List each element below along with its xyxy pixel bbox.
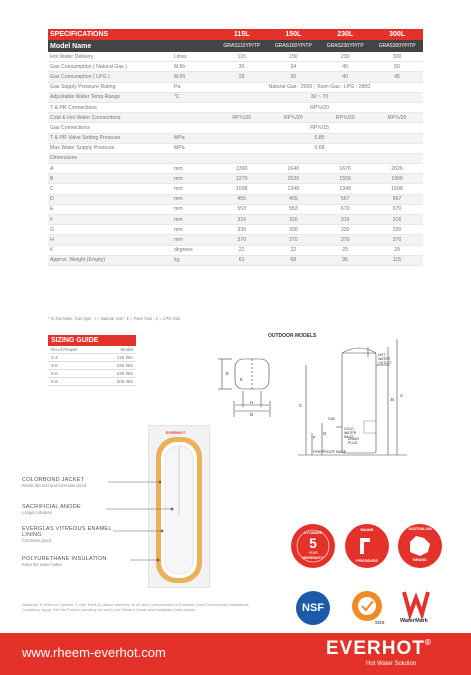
spec-cell: 150 [267, 52, 319, 62]
spec-cell: mm [172, 174, 216, 184]
spec-row [48, 92, 423, 102]
warranty-disclaimer: Warranty: 5 Years on Cylinder, 1 Year Parts & Labour warranty on all other components for Domestic (non-Commercial) installations. Conditions apply. See the Everhot warranty set out in the Owner's Guide and Installation Instructions. [22, 602, 250, 613]
brand-label: BRAND [413, 558, 427, 562]
spec-cell: 330 [319, 225, 371, 235]
gas-type-note: * In this table, Gas type : Ⅰ = Natural Gas ; Ⅱ = Town Gas ; Ⅴ = LPG Gas [48, 316, 181, 321]
spec-cell: Natural Gas : 2000 ; Town Gas : LPG : 2800 [216, 82, 423, 92]
sizing-cell: 4-5 [48, 362, 100, 370]
spec-col-230: 230L [319, 29, 371, 40]
spec-cell: H [48, 235, 172, 245]
dim-b: B [391, 397, 395, 402]
spec-cell: 30 ~ 70 [216, 92, 423, 102]
outdoor-models-diagram [192, 333, 422, 458]
spec-cell [172, 153, 216, 163]
spec-row [48, 184, 423, 194]
cyl-warranty: WARRANTY [302, 556, 324, 560]
model-115: GRAS115YP/TP [216, 40, 267, 52]
callout-colorbond [22, 477, 92, 489]
tank-logo: EVERHOT [166, 430, 186, 435]
spec-cell: 1906 [371, 174, 423, 184]
spec-cell: MJ/h [172, 72, 216, 82]
callout-anode-title: SACRIFICIAL ANODE [22, 504, 81, 510]
spec-row [48, 194, 423, 204]
dim-f: F [313, 435, 316, 440]
spec-row [48, 204, 423, 214]
spec-cell: 670 [319, 204, 371, 214]
spec-cell: Approx. Weight (Empty) [48, 255, 172, 265]
sizing-cell: 230 litre [100, 370, 136, 378]
spec-cell: F [48, 215, 172, 225]
spec-row [48, 133, 423, 143]
spec-cell: B [48, 174, 172, 184]
watermark-logo [404, 592, 428, 614]
spec-cell: Max Water Supply Pressure [48, 143, 172, 153]
dim-d: D [250, 412, 254, 417]
spec-cell: MPa [172, 143, 216, 153]
spec-row [48, 123, 423, 133]
callout-insulation-title: POLYURETHANE INSULATION [22, 556, 107, 562]
sizing-row [48, 354, 136, 362]
dim-a: A [400, 393, 404, 398]
callout-insulation-sub: Keep the water hotter [22, 562, 63, 567]
spec-cell: 553 [216, 204, 267, 214]
spec-cell: mm [172, 164, 216, 174]
spec-cell: 370 [267, 235, 319, 245]
callout-enamel [22, 526, 112, 544]
callout-enamel-sub: Corrosion proof [22, 538, 51, 543]
sizing-cell: 6-8 [48, 378, 100, 386]
sizing-cell: 300 litre [100, 378, 136, 386]
spec-cell: 455 [216, 194, 267, 204]
spec-cell: E [48, 204, 172, 214]
spec-cell: 1348 [267, 184, 319, 194]
spec-col-150: 150L [267, 29, 319, 40]
tank-cutaway [148, 425, 210, 588]
spec-cell: 1390 [216, 164, 267, 174]
brand-name: EVERHOT [326, 638, 425, 659]
spec-row [48, 82, 423, 92]
spec-cell: 316 [267, 215, 319, 225]
diagram-title: OUTDOOR MODELS [268, 333, 317, 339]
sizing-head-people: No.of People [48, 346, 100, 354]
spec-row [48, 235, 423, 245]
spec-cell: kg [172, 255, 216, 265]
spec-cell: K [48, 245, 172, 255]
spec-cell: RP¾/15 [216, 123, 423, 133]
spec-cell: 330 [371, 225, 423, 235]
spec-cell: 1520 [267, 174, 319, 184]
dim-h: H [250, 400, 254, 405]
spec-cell: 50 [371, 62, 423, 72]
label-cold-inlet: COLD WATER INLET [344, 427, 357, 439]
sizing-head-row [48, 346, 136, 354]
callout-enamel-title: EVERGLAS VITREOUS ENAMEL LINING [22, 526, 112, 538]
cyl-label: CYLINDER [303, 531, 323, 535]
spec-cell: 455 [267, 194, 319, 204]
spec-cell: 1348 [319, 184, 371, 194]
spec-cell: 0.68 [216, 143, 423, 153]
sizing-row [48, 378, 136, 386]
spec-cell: A [48, 164, 172, 174]
label-drain-plug: DRAIN PLUG [348, 437, 359, 445]
spec-cell: RP¾/20 [216, 113, 267, 123]
spec-header-row [48, 29, 423, 40]
sizing-guide [48, 335, 136, 386]
spec-cell: RP¾/20 [267, 113, 319, 123]
spec-cell: 330 [267, 225, 319, 235]
spec-row [48, 245, 423, 255]
spec-cell: 553 [267, 204, 319, 214]
spec-row [48, 143, 423, 153]
spec-row [48, 164, 423, 174]
spec-cell: 300 [371, 52, 423, 62]
spec-cell [172, 123, 216, 133]
spec-cell: Dimensions [48, 153, 172, 163]
spec-cell: T & PR Connections [48, 102, 172, 112]
spec-cell: 115 [216, 52, 267, 62]
label-hot-outlet: HOT WATER OUTLET [378, 353, 392, 365]
spec-cell: C [48, 184, 172, 194]
aus-label: AUSTRALIAN [408, 527, 432, 531]
spec-cell: 34 [267, 62, 319, 72]
spec-cell: 316 [371, 215, 423, 225]
spec-cell: RP¾/20 [319, 113, 371, 123]
spec-cell: Cold & Hot Water Connections [48, 113, 172, 123]
sizing-row [48, 362, 136, 370]
spec-cell: 40 [319, 72, 371, 82]
spec-cell: 1676 [319, 164, 371, 174]
spec-cell: mm [172, 215, 216, 225]
spec-row [48, 174, 423, 184]
spec-cell: RP¾/20 [371, 113, 423, 123]
spec-col-115: 115L [216, 29, 267, 40]
spec-cell: 370 [319, 235, 371, 245]
spec-row [48, 225, 423, 235]
sizing-table [48, 346, 136, 386]
spec-cell: 316 [216, 215, 267, 225]
spec-cell: 330 [216, 225, 267, 235]
spec-cell: MPa [172, 133, 216, 143]
label-gas: GAS [328, 417, 336, 421]
spec-cell: 2026 [371, 164, 423, 174]
spec-cell: 61 [216, 255, 267, 265]
spec-cell: °C [172, 92, 216, 102]
spec-row [48, 72, 423, 82]
spec-cell: Hot Water Delivery [48, 52, 172, 62]
spec-row [48, 52, 423, 62]
spec-row [48, 113, 423, 123]
spec-cell [172, 113, 216, 123]
dim-c: C [299, 403, 303, 408]
spec-cell: 95 [319, 255, 371, 265]
spec-header-blank [172, 29, 216, 40]
spec-cell: 68 [267, 255, 319, 265]
sizing-body [48, 354, 136, 386]
spec-cell: 567 [371, 194, 423, 204]
sizing-cell: 150 litre [100, 362, 136, 370]
spec-row [48, 102, 423, 112]
sizing-title: SIZING GUIDE [48, 335, 136, 346]
spec-row [48, 62, 423, 72]
spec-model-row [48, 40, 423, 52]
sizing-cell: 5-6 [48, 370, 100, 378]
website-link[interactable]: www.rheem-everhot.com [22, 645, 166, 660]
spec-cell: 45 [371, 72, 423, 82]
certification-badges [290, 518, 460, 633]
spec-cell: 230 [319, 52, 371, 62]
callout-anode-sub: Longer Lifespan [22, 510, 53, 515]
watermark-text: WaterMark [400, 618, 428, 624]
brand-logo [326, 638, 432, 660]
mains-label: MAINS [360, 527, 374, 532]
spec-cell: 567 [319, 194, 371, 204]
cyl-years: 5 [309, 535, 317, 551]
spec-cell: 22 [216, 245, 267, 255]
spec-cell: 45 [319, 62, 371, 72]
label-fireproof-base: FIREPROOF BASE [313, 450, 347, 454]
spec-cell: mm [172, 194, 216, 204]
nsf-text: NSF [302, 602, 324, 614]
spec-cell [216, 153, 423, 163]
spec-cell: Pa [172, 82, 216, 92]
specifications-table [48, 29, 423, 266]
spec-cell: MJ/h [172, 62, 216, 72]
spec-cell: 316 [319, 215, 371, 225]
spec-cell: Gas Connections [48, 123, 172, 133]
sizing-row [48, 370, 136, 378]
spec-cell: Gas Consumption ( LPG ) [48, 72, 172, 82]
sgs-text: SGS [375, 620, 385, 625]
dim-g: G [323, 431, 327, 436]
spec-col-300: 300L [371, 29, 423, 40]
spec-row [48, 153, 423, 163]
spec-cell: 115 [371, 255, 423, 265]
dim-e: E [226, 371, 230, 376]
spec-cell: 29 [319, 245, 371, 255]
brand-tagline: Hot Water Solution [366, 661, 417, 667]
spec-cell: D [48, 194, 172, 204]
spec-cell: 0.85 [216, 133, 423, 143]
spec-cell: Litres [172, 52, 216, 62]
spec-cell: 29 [371, 245, 423, 255]
spec-row [48, 255, 423, 265]
spec-cell: 30 [216, 62, 267, 72]
dim-k: K [240, 377, 244, 382]
spec-cell: 370 [216, 235, 267, 245]
spec-cell: 670 [371, 204, 423, 214]
spec-row [48, 215, 423, 225]
spec-cell: Gas Consumption ( Natural Gas ) [48, 62, 172, 72]
callout-colorbond-title: COLORBOND JACKET [22, 477, 85, 483]
spec-cell: 30 [267, 72, 319, 82]
callout-anode [22, 504, 81, 516]
model-230: GRAS230YP/TP [319, 40, 371, 52]
spec-cell: degrees [172, 245, 216, 255]
spec-cell: 1556 [319, 174, 371, 184]
model-150: GRAS150YP/TP [267, 40, 319, 52]
spec-cell: 1270 [216, 174, 267, 184]
spec-cell: 1098 [216, 184, 267, 194]
model-name-label: Model Name [48, 40, 172, 52]
spec-cell: G [48, 225, 172, 235]
sizing-head-model: Model [100, 346, 136, 354]
model-blank [172, 40, 216, 52]
spec-cell: mm [172, 184, 216, 194]
model-300: GRAS300YP/TP [371, 40, 423, 52]
footer-bar [0, 633, 471, 675]
spec-cell: 25 [216, 72, 267, 82]
cyl-year: YEAR [308, 551, 318, 555]
spec-cell: RP¾/20 [216, 102, 423, 112]
spec-cell: Gas Supply Pressure Rating [48, 82, 172, 92]
spec-body [48, 52, 423, 265]
spec-cell [172, 102, 216, 112]
callout-colorbond-sub: Resist dirt rust and corrosion proof [22, 483, 87, 488]
dimension-drawing [192, 333, 422, 458]
spec-cell: 1640 [267, 164, 319, 174]
sizing-cell: 115 litre [100, 354, 136, 362]
spec-cell: 22 [267, 245, 319, 255]
registered-mark: ® [424, 638, 432, 647]
pressure-label: PRESSURE [355, 558, 378, 563]
spec-cell: 370 [371, 235, 423, 245]
spec-cell: T & PR Valve Setting Pressure [48, 133, 172, 143]
sizing-cell: 3-4 [48, 354, 100, 362]
callout-insulation [22, 556, 107, 568]
spec-cell: Adjustable Water Temp Range [48, 92, 172, 102]
tank-illustration [148, 425, 210, 588]
spec-cell: mm [172, 204, 216, 214]
spec-title: SPECIFICATIONS [48, 29, 172, 40]
spec-cell: mm [172, 235, 216, 245]
spec-cell: mm [172, 225, 216, 235]
spec-cell: 1698 [371, 184, 423, 194]
